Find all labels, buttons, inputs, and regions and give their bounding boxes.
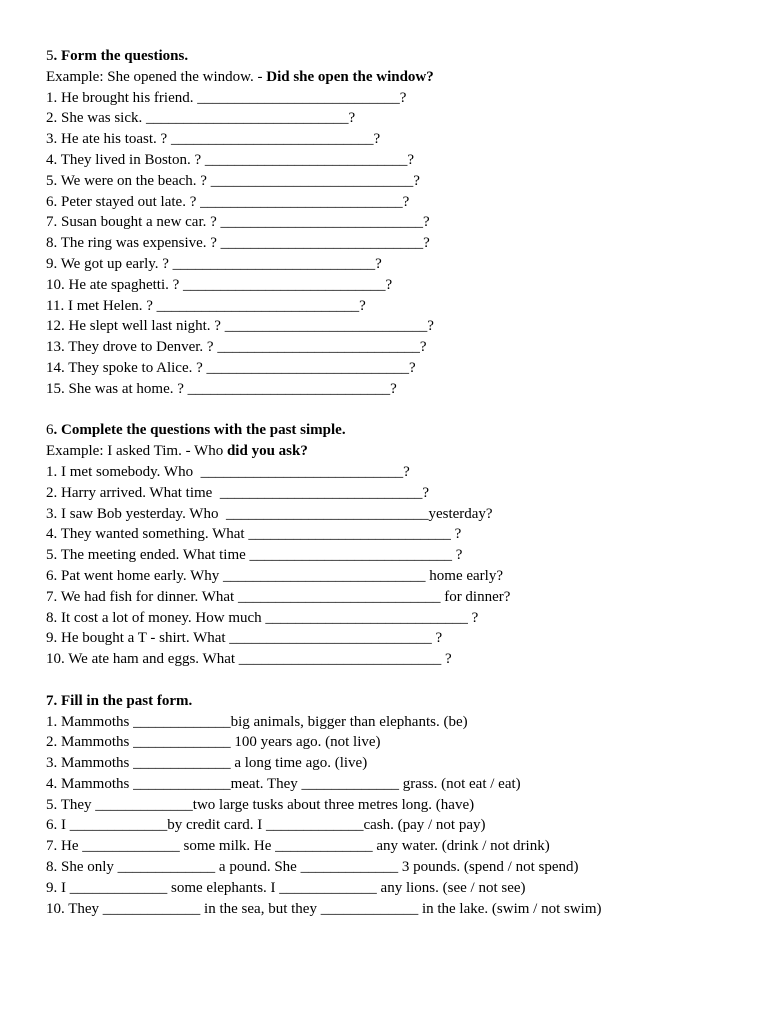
exercise-item: 4. They wanted something. What ___________________________ ? [46,526,462,543]
exercise-item: 3. I saw Bob yesterday. Who ___________________________yesterday? [46,505,493,522]
exercise-item: 12. He slept well last night. ? ___________________________? [46,318,434,335]
exercise-item: 9. He bought a T - shirt. What ___________________________ ? [46,630,443,647]
exercise-item: 13. They drove to Denver. ? ___________________________? [46,339,427,356]
spacer [46,400,746,421]
section-5-heading: 5. Form the questions. [46,48,189,64]
exercise-item: 10. He ate spaghetti. ? ___________________________? [46,276,393,293]
exercise-item: 8. She only _____________ a pound. She _____________ 3 pounds. (spend / not spend) [46,859,579,876]
exercise-item: 7. Susan bought a new car. ? ___________________________? [46,214,430,231]
exercise-item: 14. They spoke to Alice. ? ___________________________? [46,359,416,376]
exercise-item: 3. He ate his toast. ? ___________________________? [46,131,381,148]
section-5-example: Example: She opened the window. - Did she open the window? [46,68,434,85]
section-7-heading: 7. Fill in the past form. [46,692,193,709]
exercise-item: 5. They _____________two large tusks about three metres long. (have) [46,796,475,813]
exercise-item: 2. Mammoths _____________ 100 years ago. (not live) [46,734,381,751]
exercise-item: 2. Harry arrived. What time ___________________________? [46,484,429,501]
exercise-item: 7. He _____________ some milk. He _____________ any water. (drink / not drink) [46,838,550,855]
worksheet [46,46,746,919]
exercise-item: 7. We had fish for dinner. What ___________________________ for dinner? [46,588,511,605]
exercise-item: 6. Peter stayed out late. ? ___________________________? [46,193,410,210]
exercise-item: 1. Mammoths _____________big animals, bigger than elephants. (be) [46,713,468,730]
exercise-item: 8. The ring was expensive. ? ___________________________? [46,235,430,252]
section-5-list [46,88,746,400]
exercise-item: 10. We ate ham and eggs. What ___________________________ ? [46,651,452,668]
exercise-item: 15. She was at home. ? ___________________________? [46,380,397,397]
exercise-item: 1. He brought his friend. ___________________________? [46,89,407,106]
exercise-item: 6. Pat went home early. Why ___________________________ home early? [46,567,504,584]
exercise-item: 5. We were on the beach. ? ___________________________? [46,172,420,189]
exercise-item: 9. I _____________ some elephants. I _____________ any lions. (see / not see) [46,879,526,896]
exercise-item: 11. I met Helen. ? ___________________________? [46,297,366,314]
exercise-item: 4. They lived in Boston. ? ___________________________? [46,151,415,168]
exercise-item: 4. Mammoths _____________meat. They _____________ grass. (not eat / eat) [46,775,521,792]
exercise-item: 3. Mammoths _____________ a long time ago. (live) [46,755,368,772]
exercise-item: 10. They _____________ in the sea, but they _____________ in the lake. (swim / not swim) [46,900,602,917]
exercise-item: 6. I _____________by credit card. I _____________cash. (pay / not pay) [46,817,486,834]
exercise-item: 2. She was sick. ___________________________? [46,110,356,127]
exercise-item: 5. The meeting ended. What time ___________________________ ? [46,547,463,564]
exercise-item: 8. It cost a lot of money. How much ___________________________ ? [46,609,479,626]
section-7-list [46,712,746,920]
exercise-item: 9. We got up early. ? ___________________________? [46,255,382,272]
exercise-item: 1. I met somebody. Who ___________________________? [46,463,410,480]
section-6-example: Example: I asked Tim. - Who did you ask? [46,443,308,460]
section-6-heading: 6. Complete the questions with the past simple. [46,422,346,439]
section-6-list [46,462,746,670]
spacer [46,670,746,691]
